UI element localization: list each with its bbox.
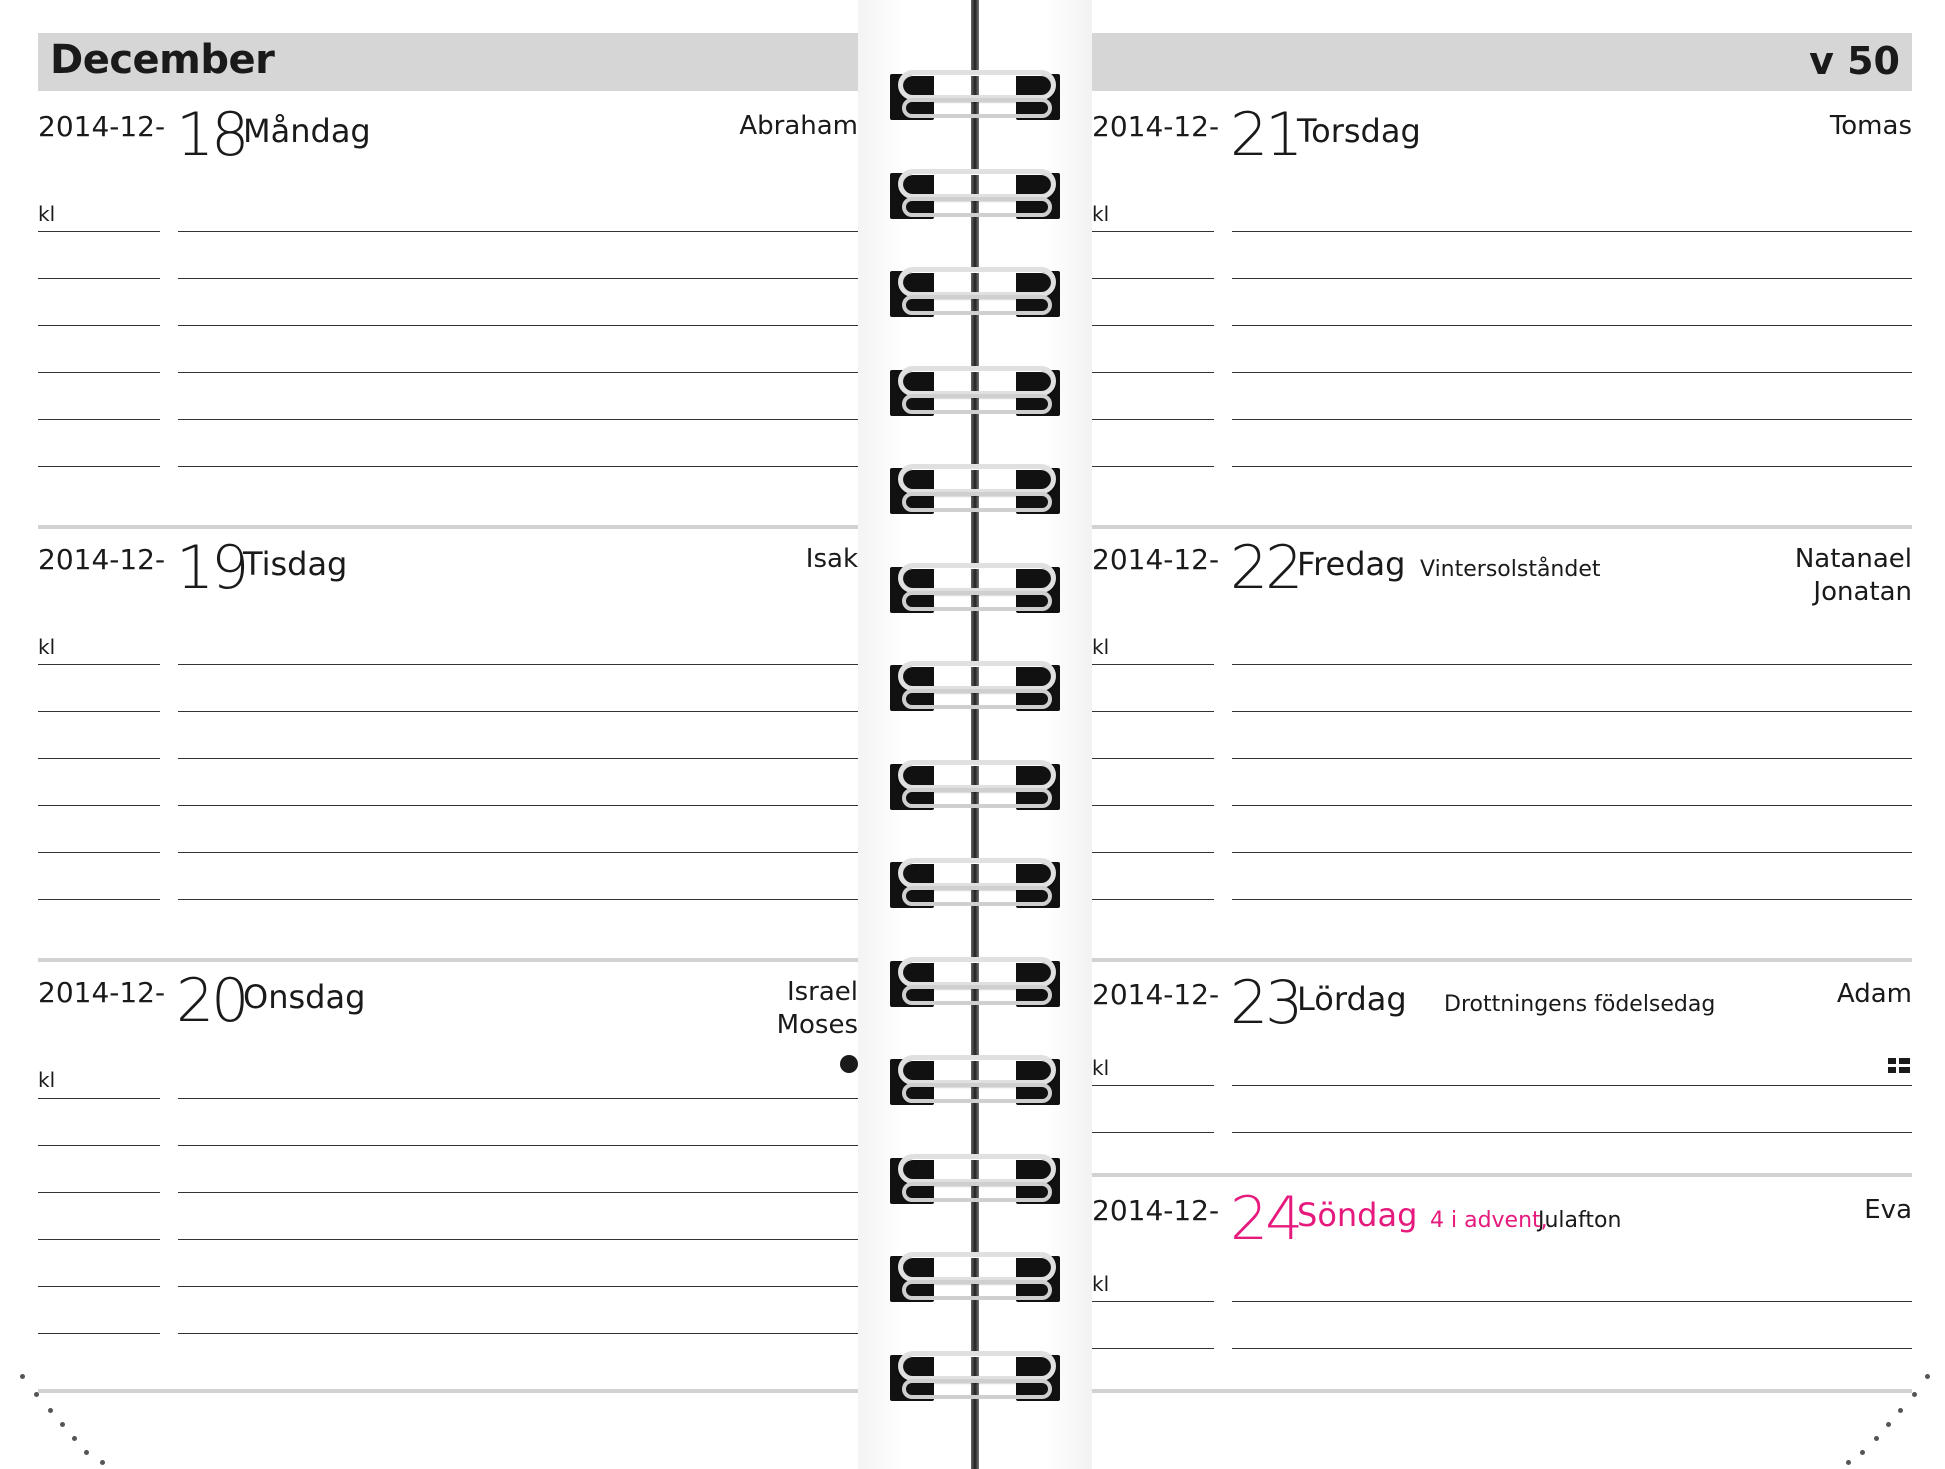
spiral-ring: [902, 689, 1052, 709]
spiral-ring: [902, 1379, 1052, 1399]
spiral-ring: [898, 464, 1056, 494]
perforation-dot: [34, 1392, 39, 1397]
note-line: [1232, 711, 1912, 712]
spiral-ring: [902, 985, 1052, 1005]
kl-label: kl: [1092, 1056, 1110, 1080]
flag-icon: [1888, 1058, 1910, 1074]
spiral-ring: [898, 858, 1056, 888]
time-line: [38, 1192, 160, 1193]
time-line: [38, 852, 160, 853]
time-line: [38, 231, 160, 232]
note-line: [1232, 852, 1912, 853]
note-line: [178, 231, 858, 232]
time-line: [1092, 419, 1214, 420]
holiday-label: Drottningens födelsedag: [1444, 992, 1716, 1017]
note-line: [1232, 325, 1912, 326]
spiral-ring: [898, 1055, 1056, 1085]
kl-label: kl: [38, 202, 56, 226]
note-line: [1232, 372, 1912, 373]
time-line: [38, 372, 160, 373]
spiral-ring: [898, 169, 1056, 199]
weekday: Måndag: [243, 112, 371, 150]
left-page: [38, 0, 858, 1469]
time-line: [1092, 1348, 1214, 1349]
name-day: [777, 976, 858, 1042]
day-separator: [1092, 1389, 1912, 1393]
note-line: [1232, 1132, 1912, 1133]
week-number: v 50: [1809, 39, 1900, 83]
note-line: [1232, 1301, 1912, 1302]
time-line: [1092, 325, 1214, 326]
time-line: [1092, 758, 1214, 759]
full-moon-icon: [840, 1055, 858, 1073]
time-line: [38, 899, 160, 900]
time-line: [38, 1333, 160, 1334]
note-line: [178, 664, 858, 665]
spiral-ring: [902, 295, 1052, 315]
month-title: December: [50, 37, 275, 83]
time-line: [38, 664, 160, 665]
right-page: [1092, 0, 1912, 1469]
time-line: [1092, 1132, 1214, 1133]
perforation-dot: [1874, 1436, 1879, 1441]
time-line: [38, 278, 160, 279]
perforation-dot: [1886, 1422, 1891, 1427]
kl-label: kl: [1092, 1272, 1110, 1296]
time-line: [1092, 372, 1214, 373]
date-prefix: 2014-12-: [1092, 543, 1220, 576]
spiral-ring: [898, 1154, 1056, 1184]
time-line: [1092, 1085, 1214, 1086]
day-separator: [1092, 958, 1912, 962]
time-line: [1092, 1301, 1214, 1302]
spiral-ring: [902, 1280, 1052, 1300]
time-line: [1092, 231, 1214, 232]
spiral-ring: [902, 1182, 1052, 1202]
time-line: [38, 1286, 160, 1287]
note-line: [178, 852, 858, 853]
spiral-ring: [898, 1252, 1056, 1282]
kl-label: kl: [38, 1068, 56, 1092]
name-day-item: Eva: [1864, 1195, 1912, 1225]
spiral-ring: [902, 886, 1052, 906]
name-day: [739, 110, 858, 143]
perforation-dot: [1860, 1450, 1865, 1455]
kl-label: kl: [1092, 635, 1110, 659]
note-line: [178, 325, 858, 326]
holiday-label: Julafton: [1538, 1208, 1622, 1233]
note-line: [178, 1145, 858, 1146]
note-line: [1232, 805, 1912, 806]
weekday: Torsdag: [1297, 112, 1421, 150]
perforation-dot: [1912, 1392, 1917, 1397]
note-line: [1232, 1348, 1912, 1349]
kl-label: kl: [1092, 202, 1110, 226]
binding-spine: [971, 0, 979, 1469]
time-line: [1092, 899, 1214, 900]
note-line: [178, 711, 858, 712]
date-prefix: 2014-12-: [38, 543, 166, 576]
weekday: Lördag: [1297, 980, 1407, 1018]
perforation-dot: [1846, 1460, 1851, 1465]
weekday: Onsdag: [243, 978, 366, 1016]
name-day-item: Abraham: [739, 111, 858, 141]
note-line: [1232, 419, 1912, 420]
day-separator: [38, 958, 858, 962]
note-line: [178, 1098, 858, 1099]
spiral-ring: [898, 760, 1056, 790]
date-prefix: 2014-12-: [38, 976, 166, 1009]
holiday-label: Vintersolståndet: [1420, 557, 1601, 582]
name-day: [1864, 1194, 1912, 1227]
name-day-item: Israel: [786, 977, 858, 1007]
time-line: [38, 758, 160, 759]
spiral-ring: [902, 1083, 1052, 1103]
note-line: [178, 899, 858, 900]
perforation-dot: [48, 1408, 53, 1413]
perforation-dot: [1898, 1408, 1903, 1413]
day-number: 23: [1230, 968, 1301, 1038]
perforation-dot: [100, 1460, 105, 1465]
name-day-item: Moses: [776, 1010, 858, 1040]
time-line: [38, 805, 160, 806]
spiral-ring: [898, 70, 1056, 100]
day-separator: [38, 1389, 858, 1393]
note-line: [178, 1333, 858, 1334]
day-number: 24: [1230, 1184, 1301, 1254]
note-line: [1232, 899, 1912, 900]
time-line: [1092, 711, 1214, 712]
note-line: [178, 419, 858, 420]
month-header: [38, 33, 858, 91]
day-number: 22: [1230, 533, 1301, 603]
name-day-item: Adam: [1836, 979, 1912, 1009]
note-line: [178, 805, 858, 806]
time-line: [1092, 852, 1214, 853]
spiral-ring: [898, 267, 1056, 297]
weekday: Tisdag: [243, 545, 348, 583]
weekday: Söndag: [1297, 1196, 1418, 1234]
note-line: [178, 758, 858, 759]
perforation-dot: [1925, 1374, 1930, 1379]
week-header: [1092, 33, 1912, 91]
time-line: [38, 711, 160, 712]
spiral-ring: [898, 563, 1056, 593]
note-line: [1232, 1085, 1912, 1086]
spiral-ring: [898, 661, 1056, 691]
spiral-binding: [858, 0, 1092, 1469]
name-day-item: Jonatan: [1813, 577, 1912, 607]
date-prefix: 2014-12-: [38, 110, 166, 143]
note-line: [178, 278, 858, 279]
note-line: [1232, 278, 1912, 279]
note-line: [1232, 466, 1912, 467]
date-prefix: 2014-12-: [1092, 110, 1220, 143]
time-line: [38, 466, 160, 467]
note-line: [178, 466, 858, 467]
spiral-ring: [898, 366, 1056, 396]
time-line: [38, 1145, 160, 1146]
day-number: 19: [176, 533, 247, 603]
name-day: [1837, 978, 1912, 1011]
time-line: [1092, 278, 1214, 279]
spiral-ring: [902, 591, 1052, 611]
time-line: [38, 1098, 160, 1099]
name-day-item: Natanael: [1794, 544, 1912, 574]
note-line: [178, 1239, 858, 1240]
spiral-ring: [898, 1351, 1056, 1381]
date-prefix: 2014-12-: [1092, 1194, 1220, 1227]
note-line: [178, 1192, 858, 1193]
day-separator: [38, 525, 858, 529]
perforation-dot: [60, 1422, 65, 1427]
perforation-dot: [72, 1436, 77, 1441]
kl-label: kl: [38, 635, 56, 659]
date-prefix: 2014-12-: [1092, 978, 1220, 1011]
name-day-item: Tomas: [1829, 111, 1912, 141]
day-number: 18: [176, 100, 247, 170]
name-day: [1830, 110, 1912, 143]
name-day-item: Isak: [805, 544, 858, 574]
note-line: [178, 1286, 858, 1287]
spiral-ring: [902, 394, 1052, 414]
day-separator: [1092, 1173, 1912, 1177]
spiral-ring: [898, 957, 1056, 987]
time-line: [38, 325, 160, 326]
day-number: 21: [1230, 100, 1301, 170]
spiral-ring: [902, 98, 1052, 118]
perforation-dot: [20, 1374, 25, 1379]
name-day: [806, 543, 858, 576]
note-line: [1232, 664, 1912, 665]
perforation-dot: [84, 1450, 89, 1455]
day-number: 20: [176, 966, 247, 1036]
weekday: Fredag: [1297, 545, 1406, 583]
holiday-advent: 4 i advent,: [1430, 1208, 1548, 1233]
time-line: [1092, 664, 1214, 665]
time-line: [38, 1239, 160, 1240]
note-line: [1232, 758, 1912, 759]
time-line: [1092, 805, 1214, 806]
note-line: [1232, 231, 1912, 232]
day-separator: [1092, 525, 1912, 529]
time-line: [38, 419, 160, 420]
time-line: [1092, 466, 1214, 467]
spiral-ring: [902, 788, 1052, 808]
name-day: [1795, 543, 1912, 609]
note-line: [178, 372, 858, 373]
spiral-ring: [902, 492, 1052, 512]
spiral-ring: [902, 197, 1052, 217]
